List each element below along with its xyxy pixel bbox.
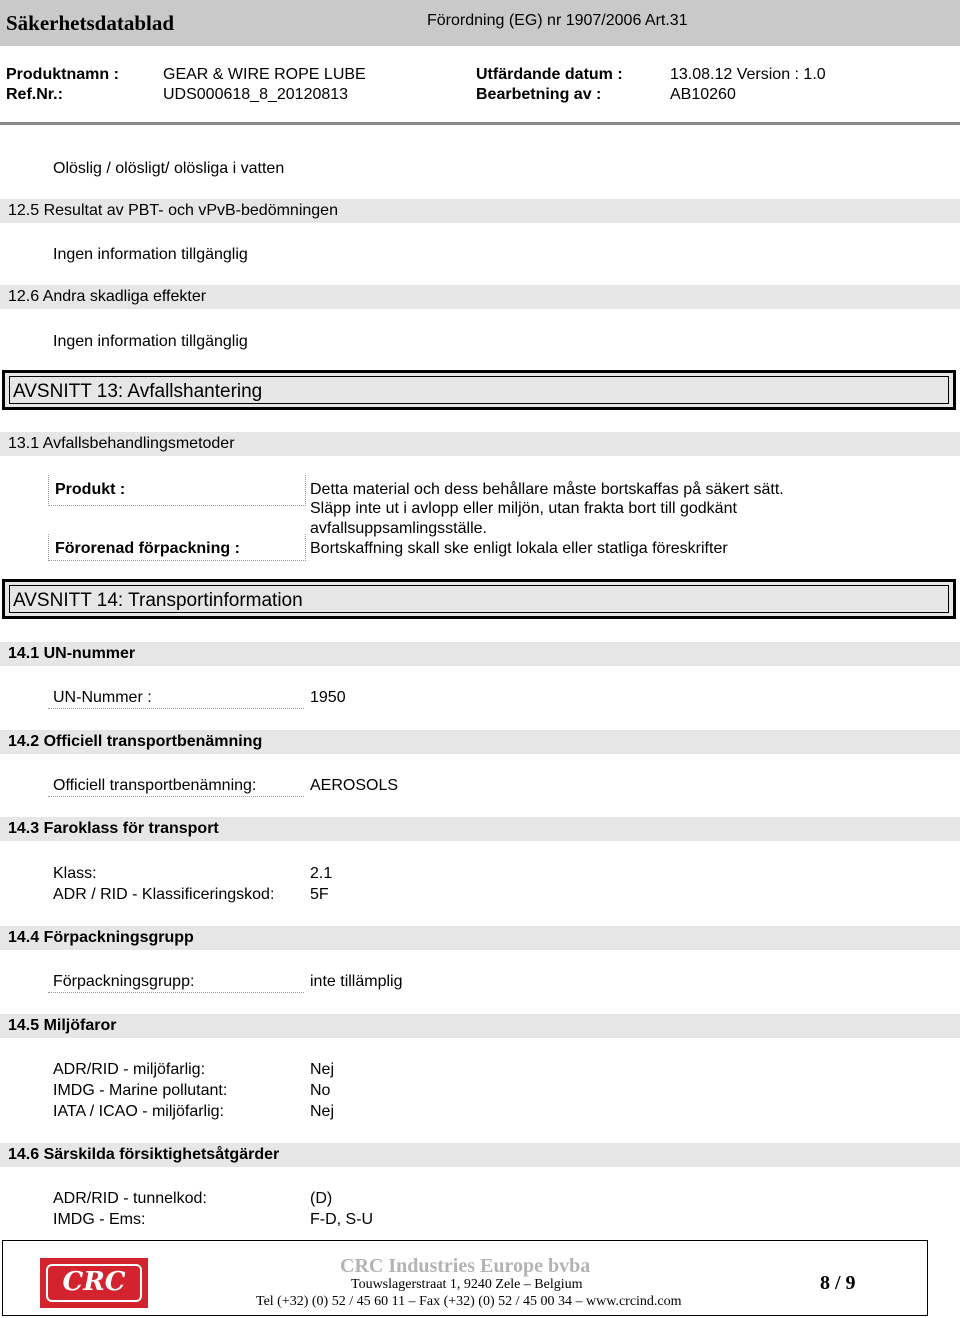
waste-product-text-1: Detta material och dess behållare måste bortskaffas på säkert sätt.: [310, 481, 784, 498]
hazard-class-label: Klass:: [53, 865, 97, 882]
waste-product-text-3: avfallsuppsamlingsställe.: [310, 520, 487, 537]
subsection-heading: 14.2 Officiell transportbenämning: [8, 733, 263, 750]
ref-number-label: Ref.Nr.:: [6, 86, 63, 103]
tunnel-code-value: (D): [310, 1190, 333, 1207]
hazard-class-value: 2.1: [310, 865, 333, 882]
env-adr-label: ADR/RID - miljöfarlig:: [53, 1061, 206, 1078]
subsection-14-5: [0, 1014, 960, 1038]
ref-number-value: UDS000618_8_20120813: [163, 86, 349, 103]
logo-text: CRC: [62, 1267, 126, 1297]
un-number-value: 1950: [310, 689, 346, 706]
env-imdg-value: No: [310, 1082, 331, 1099]
shipping-name-label: Officiell transportbenämning:: [53, 777, 257, 794]
env-iata-value: Nej: [310, 1103, 335, 1120]
company-address: Touwslagerstraat 1, 9240 Zele – Belgium: [351, 1277, 583, 1292]
subsection-14-4: [0, 926, 960, 950]
section-title: AVSNITT 13: Avfallshantering: [13, 381, 263, 402]
product-name-label: Produktnamn :: [6, 66, 119, 83]
packing-group-value: inte tillämplig: [310, 973, 403, 990]
page-number: 8 / 9: [820, 1272, 856, 1294]
subsection-heading: 14.5 Miljöfaror: [8, 1017, 117, 1034]
env-imdg-label: IMDG - Marine pollutant:: [53, 1082, 228, 1099]
section-13-header: [2, 370, 956, 410]
contaminated-packaging-label: Förorenad förpackning :: [55, 540, 240, 557]
subsection-heading: 14.3 Faroklass för transport: [8, 820, 219, 837]
header-divider: [0, 122, 960, 125]
subsection-heading: 12.6 Andra skadliga effekter: [8, 288, 207, 305]
solubility-text: Olöslig / olösligt/ olösliga i vatten: [53, 160, 285, 177]
subsection-14-6: [0, 1143, 960, 1167]
subsection-13-1: [0, 432, 960, 456]
subsection-14-3: [0, 817, 960, 841]
pbt-text: Ingen information tillgänglig: [53, 246, 248, 263]
subsection-heading: 14.4 Förpackningsgrupp: [8, 929, 194, 946]
product-name-value: GEAR & WIRE ROPE LUBE: [163, 66, 366, 83]
subsection-heading: 12.5 Resultat av PBT- och vPvB-bedömningen: [8, 202, 338, 219]
shipping-name-value: AEROSOLS: [310, 777, 399, 794]
subsection-12-5: [0, 199, 960, 223]
adr-code-value: 5F: [310, 886, 329, 903]
adr-code-label: ADR / RID - Klassificeringskod:: [53, 886, 275, 903]
edited-by-value: AB10260: [670, 86, 736, 103]
section-14-header: [2, 579, 956, 619]
section-title: AVSNITT 14: Transportinformation: [13, 590, 303, 611]
other-effects-text: Ingen information tillgänglig: [53, 333, 248, 350]
waste-product-label: Produkt :: [55, 481, 126, 498]
imdg-ems-label: IMDG - Ems:: [53, 1211, 146, 1228]
env-adr-value: Nej: [310, 1061, 335, 1078]
subsection-heading: 14.1 UN-nummer: [8, 645, 136, 662]
subsection-12-6: [0, 285, 960, 309]
imdg-ems-value: F-D, S-U: [310, 1211, 374, 1228]
document-title: Säkerhetsdatablad: [6, 11, 175, 35]
subsection-14-1: [0, 642, 960, 666]
subsection-heading: 14.6 Särskilda försiktighetsåtgärder: [8, 1146, 280, 1163]
packing-group-label: Förpackningsgrupp:: [53, 973, 195, 990]
company-contact: Tel (+32) (0) 52 / 45 60 11 – Fax (+32) (0) 52 / 45 00 34 – www.crcind.com: [256, 1294, 682, 1309]
tunnel-code-label: ADR/RID - tunnelkod:: [53, 1190, 207, 1207]
contaminated-packaging-text: Bortskaffning skall ske enligt lokala eller statliga föreskrifter: [310, 540, 728, 557]
subsection-heading: 13.1 Avfallsbehandlingsmetoder: [8, 435, 235, 452]
company-name: CRC Industries Europe bvba: [340, 1255, 591, 1277]
crc-logo: [40, 1258, 148, 1308]
env-iata-label: IATA / ICAO - miljöfarlig:: [53, 1103, 224, 1120]
subsection-14-2: [0, 730, 960, 754]
issue-date-label: Utfärdande datum :: [476, 66, 623, 83]
edited-by-label: Bearbetning av :: [476, 86, 602, 103]
waste-product-text-2: Släpp inte ut i avlopp eller miljön, utan frakta bort till godkänt: [310, 500, 737, 517]
un-number-label: UN-Nummer :: [53, 689, 152, 706]
regulation-text: Förordning (EG) nr 1907/2006 Art.31: [427, 12, 688, 29]
issue-date-value: 13.08.12 Version : 1.0: [670, 66, 826, 83]
